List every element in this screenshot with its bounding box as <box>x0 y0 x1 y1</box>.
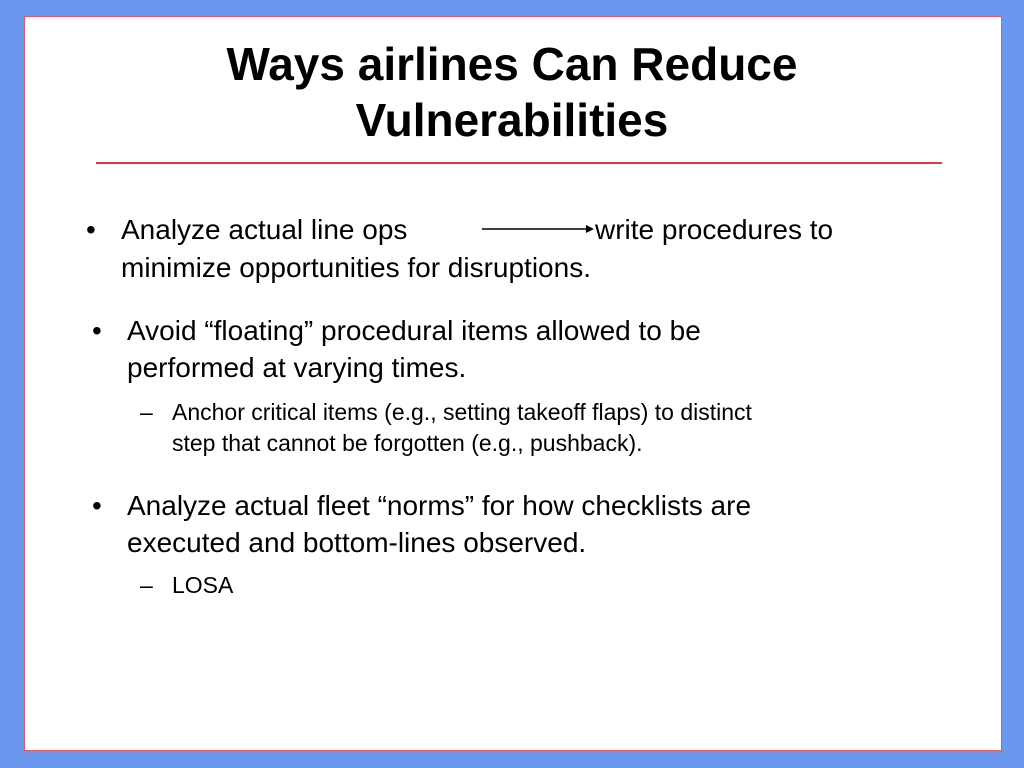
bullet-3-line-2: executed and bottom-lines observed. <box>127 527 587 558</box>
right-arrow-icon <box>482 222 594 236</box>
title-divider <box>96 162 942 164</box>
bullet-2-line-2: performed at varying times. <box>127 352 467 383</box>
title-line-1: Ways airlines Can Reduce <box>226 38 798 90</box>
bullet-2-sub-line-2: step that cannot be forgotten (e.g., pushback). <box>172 430 643 456</box>
bullet-2-sub-line-1: Anchor critical items (e.g., setting takeoff flaps) to distinct <box>172 399 752 425</box>
bullet-1-marker: • <box>86 214 96 245</box>
bullet-2-marker: • <box>92 315 102 346</box>
bullet-1-line-1-part-1: Analyze actual line ops <box>121 214 408 245</box>
bullet-1-line-1-part-2: write procedures to <box>595 214 834 245</box>
bullet-3-marker: • <box>92 490 102 521</box>
bullet-3-sub-marker: – <box>140 572 153 598</box>
title-line-2: Vulnerabilities <box>355 94 669 146</box>
slide-title <box>0 36 1024 148</box>
bullet-2-line-1: Avoid “floating” procedural items allowed to be <box>127 315 701 346</box>
bullet-2-sub-marker: – <box>140 399 153 425</box>
bullet-1-line-2: minimize opportunities for disruptions. <box>121 252 591 283</box>
bullet-3-sub-line-1: LOSA <box>172 572 234 598</box>
bullet-3-line-1: Analyze actual fleet “norms” for how checklists are <box>127 490 752 521</box>
